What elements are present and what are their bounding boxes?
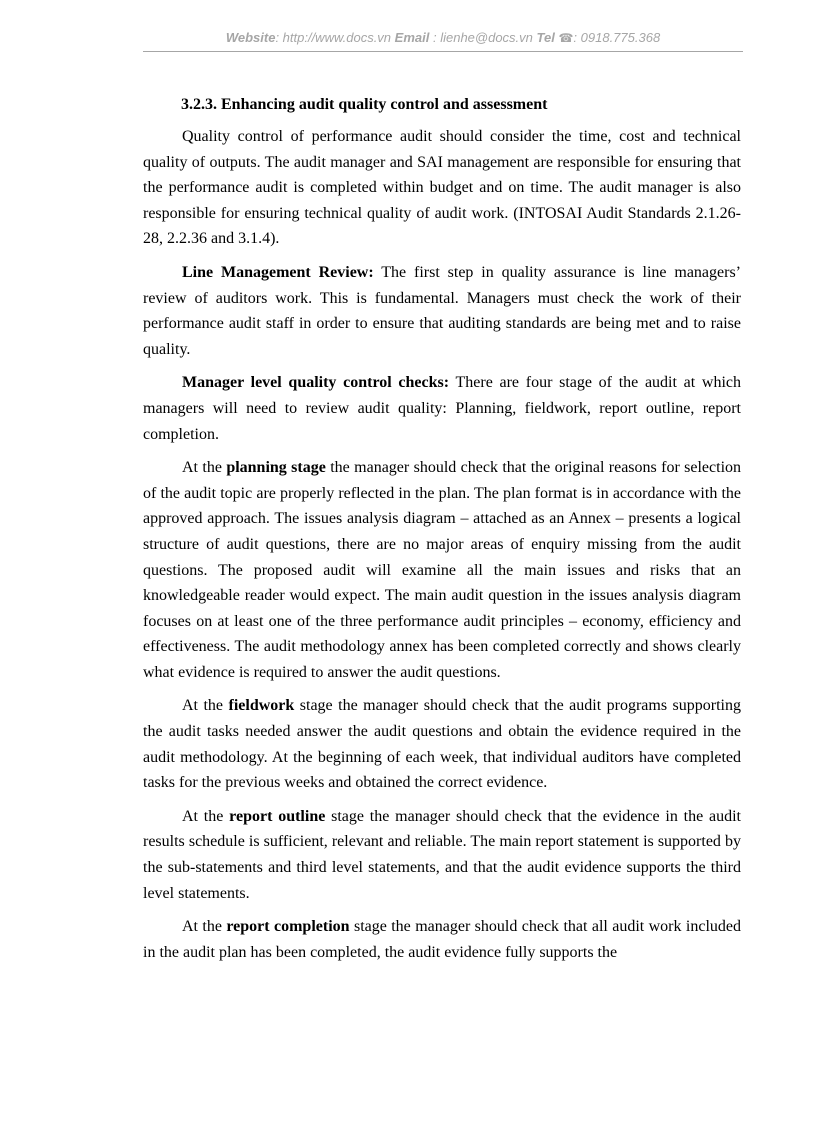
paragraph-manager-checks <box>143 370 741 447</box>
bold-term: fieldwork <box>228 697 295 715</box>
paragraph-text: stage the manager should check that all audit work included in the audit plan has been completed, the audit evidence fully supports the <box>143 918 742 961</box>
email-value: : lienhe@docs.vn <box>432 30 533 45</box>
bold-term: planning stage <box>226 459 326 477</box>
paragraph-lead: At the <box>182 807 230 825</box>
paragraph-line-management-review <box>143 260 741 362</box>
paragraph-lead: At the <box>182 459 227 477</box>
paragraph-planning-stage <box>143 455 741 685</box>
telephone-icon: ☎ <box>558 31 574 45</box>
bold-term: report outline <box>229 807 326 825</box>
paragraph-text: the manager should check that the original reasons for selection of the audit topic are properly reflected in the plan. The plan format is in accordance with the approved approach. The issues analysis diagram – attached as an Annex – presents a logical structure of audit questions, there are no major areas of enquiry missing from the audit questions. The proposed audit will examine all the main issues and risks that an knowledgeable reader would expect. The main audit question in the issues analysis diagram focuses on at least one of the three performance audit principles – economy, efficiency and effectiveness. The audit methodology annex has been completed correctly and shows clearly what evidence is required to answer the audit questions. <box>143 459 742 681</box>
paragraph-report-completion-stage <box>143 914 741 965</box>
paragraph-quality-control <box>143 124 741 252</box>
page-header <box>143 30 743 45</box>
document-body <box>143 94 741 973</box>
tel-value: : 0918.775.368 <box>573 30 661 45</box>
paragraph-lead: At the <box>182 918 227 936</box>
bold-term: report completion <box>226 918 350 936</box>
email-label: Email <box>394 30 430 45</box>
website-label: Website <box>225 30 276 45</box>
paragraph-text: There are four stage of the audit at which managers will need to review audit quality: Planning, fieldwork, report outline, report completion. <box>143 374 741 443</box>
paragraph-text: stage the manager should check that the audit programs supporting the audit tasks needed answer the audit questions and obtain the evidence required in the audit methodology. At the beginning of each week, that individual auditors have completed tasks for the previous weeks and obtained the correct evidence. <box>143 697 741 792</box>
bold-term: Manager level quality control checks: <box>182 374 450 392</box>
paragraph-report-outline-stage <box>143 804 741 906</box>
website-value: : http://www.docs.vn <box>275 30 392 45</box>
tel-label: Tel <box>536 30 555 45</box>
paragraph-text: The first step in quality assurance is line managers’ review of auditors work. This is fundamental. Managers must check the work of their performance audit staff in order to ensure that auditing standards are being met and to raise quality. <box>143 263 742 358</box>
paragraph-text: stage the manager should check that the evidence in the audit results schedule is sufficient, relevant and reliable. The main report statement is supported by the sub-statements and third level statements, and that the audit evidence supports the third level statements. <box>143 807 742 902</box>
section-heading: 3.2.3. Enhancing audit quality control and assessment <box>181 96 548 113</box>
header-divider <box>143 51 743 52</box>
paragraph-lead: At the <box>182 697 229 715</box>
bold-term: Line Management Review: <box>182 263 374 281</box>
paragraph-text: Quality control of performance audit should consider the time, cost and technical quality of outputs. The audit manager and SAI management are responsible for ensuring that the performance audit is completed within budget and on time. The audit manager is also responsible for ensuring technical quality of audit work. (INTOSAI Audit Standards 2.1.26-28, 2.2.36 and 3.1.4). <box>143 128 741 248</box>
paragraph-fieldwork-stage <box>143 693 741 795</box>
